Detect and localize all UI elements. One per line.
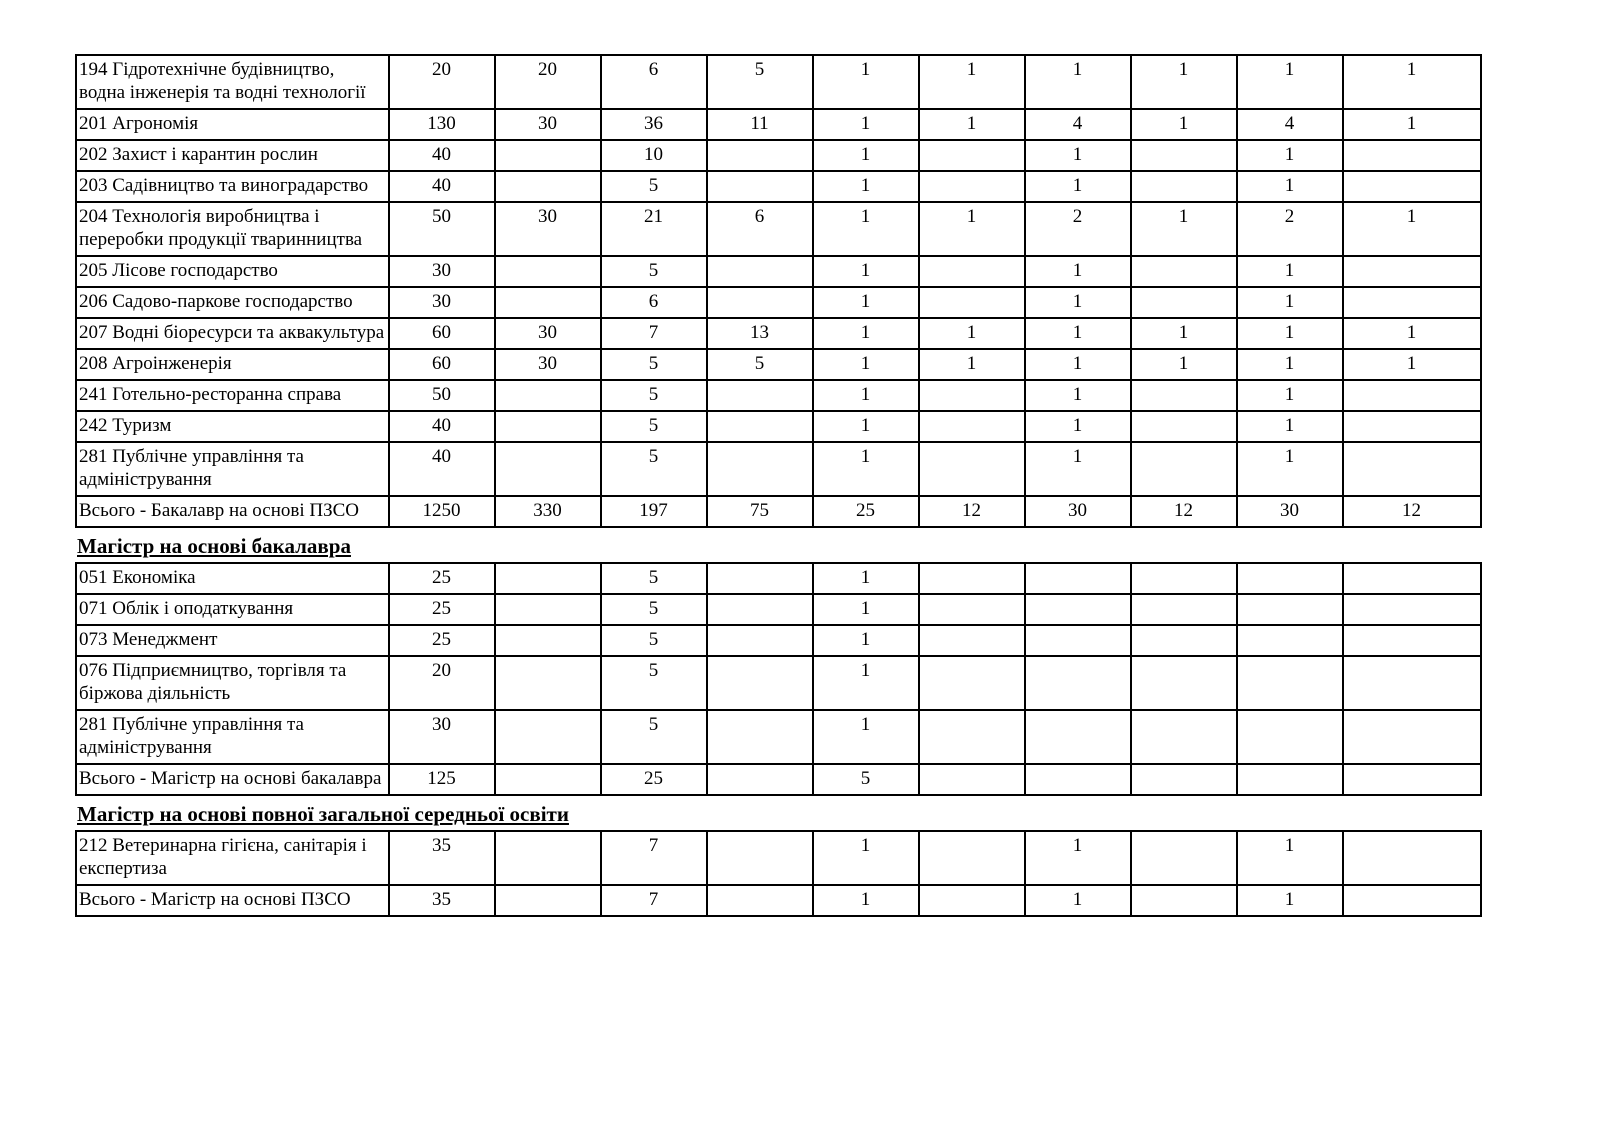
value-cell: 40	[389, 171, 495, 202]
value-cell	[707, 380, 813, 411]
value-cell	[707, 831, 813, 885]
table-row	[76, 411, 1481, 442]
value-cell: 1	[813, 885, 919, 916]
table-row	[76, 885, 1481, 916]
table-row	[76, 318, 1481, 349]
value-cell: 1	[813, 140, 919, 171]
value-cell: 30	[1025, 496, 1131, 527]
value-cell	[1343, 171, 1481, 202]
value-cell: 1	[919, 109, 1025, 140]
value-cell	[1343, 411, 1481, 442]
table-row	[76, 380, 1481, 411]
value-cell	[707, 140, 813, 171]
specialty-name-cell: 242 Туризм	[76, 411, 389, 442]
value-cell: 1	[1237, 380, 1343, 411]
value-cell: 1	[1237, 140, 1343, 171]
specialty-name-cell: 205 Лісове господарство	[76, 256, 389, 287]
value-cell	[1237, 594, 1343, 625]
specialty-name-cell: 071 Облік і оподаткування	[76, 594, 389, 625]
value-cell: 30	[389, 287, 495, 318]
value-cell	[1343, 442, 1481, 496]
table-row	[76, 563, 1481, 594]
value-cell	[707, 171, 813, 202]
value-cell	[1131, 764, 1237, 795]
table-row	[76, 442, 1481, 496]
specialty-name-cell: 203 Садівництво та виноградарство	[76, 171, 389, 202]
value-cell: 1	[1237, 55, 1343, 109]
value-cell	[495, 442, 601, 496]
value-cell: 13	[707, 318, 813, 349]
value-cell: 12	[1131, 496, 1237, 527]
value-cell	[1237, 710, 1343, 764]
value-cell	[495, 411, 601, 442]
value-cell: 4	[1025, 109, 1131, 140]
value-cell: 1	[813, 318, 919, 349]
value-cell: 6	[601, 287, 707, 318]
value-cell: 75	[707, 496, 813, 527]
specialty-name-cell: 281 Публічне управління та адміністрування	[76, 442, 389, 496]
value-cell: 25	[389, 625, 495, 656]
value-cell: 5	[707, 349, 813, 380]
value-cell: 1	[813, 625, 919, 656]
value-cell: 40	[389, 442, 495, 496]
value-cell	[495, 380, 601, 411]
value-cell: 35	[389, 831, 495, 885]
value-cell: 60	[389, 318, 495, 349]
value-cell	[1343, 764, 1481, 795]
document-page	[75, 54, 1480, 917]
value-cell	[1025, 563, 1131, 594]
value-cell	[495, 656, 601, 710]
value-cell: 1	[1025, 171, 1131, 202]
value-cell	[919, 656, 1025, 710]
value-cell	[495, 140, 601, 171]
value-cell	[1343, 831, 1481, 885]
value-cell: 1	[1131, 349, 1237, 380]
value-cell: 50	[389, 380, 495, 411]
value-cell	[919, 764, 1025, 795]
value-cell	[495, 563, 601, 594]
value-cell: 40	[389, 411, 495, 442]
value-cell: 1	[1025, 411, 1131, 442]
enrollment-table	[75, 54, 1482, 528]
value-cell: 5	[601, 563, 707, 594]
value-cell: 5	[601, 656, 707, 710]
table-row	[76, 109, 1481, 140]
value-cell: 1	[1343, 202, 1481, 256]
value-cell	[1025, 656, 1131, 710]
value-cell: 35	[389, 885, 495, 916]
value-cell: 12	[919, 496, 1025, 527]
value-cell	[1025, 594, 1131, 625]
value-cell: 1	[1237, 318, 1343, 349]
value-cell	[1131, 442, 1237, 496]
value-cell: 1	[813, 411, 919, 442]
value-cell: 4	[1237, 109, 1343, 140]
value-cell: 11	[707, 109, 813, 140]
value-cell: 1	[1025, 349, 1131, 380]
value-cell: 5	[707, 55, 813, 109]
value-cell: 5	[601, 256, 707, 287]
value-cell	[1343, 885, 1481, 916]
value-cell: 7	[601, 831, 707, 885]
value-cell	[1131, 140, 1237, 171]
value-cell	[919, 831, 1025, 885]
value-cell: 197	[601, 496, 707, 527]
value-cell	[1237, 656, 1343, 710]
value-cell: 5	[601, 411, 707, 442]
value-cell: 25	[813, 496, 919, 527]
value-cell	[1343, 594, 1481, 625]
value-cell	[919, 710, 1025, 764]
value-cell	[919, 411, 1025, 442]
value-cell: 5	[601, 594, 707, 625]
specialty-name-cell: 212 Ветеринарна гігієна, санітарія і експертиза	[76, 831, 389, 885]
value-cell: 1	[813, 349, 919, 380]
value-cell	[1131, 563, 1237, 594]
value-cell: 1	[813, 594, 919, 625]
value-cell	[1343, 656, 1481, 710]
section-heading: Магістр на основі повної загальної середньої освіти	[77, 802, 569, 826]
specialty-name-cell: Всього - Магістр на основі ПЗСО	[76, 885, 389, 916]
value-cell	[707, 710, 813, 764]
value-cell	[1343, 625, 1481, 656]
value-cell: 1	[813, 656, 919, 710]
value-cell: 1	[1237, 411, 1343, 442]
value-cell	[1131, 287, 1237, 318]
value-cell	[707, 656, 813, 710]
value-cell	[1343, 140, 1481, 171]
value-cell: 1	[1025, 55, 1131, 109]
value-cell: 5	[813, 764, 919, 795]
value-cell	[1237, 764, 1343, 795]
value-cell	[707, 764, 813, 795]
value-cell	[919, 442, 1025, 496]
value-cell: 5	[601, 380, 707, 411]
value-cell: 21	[601, 202, 707, 256]
value-cell	[919, 256, 1025, 287]
value-cell: 20	[389, 55, 495, 109]
value-cell: 130	[389, 109, 495, 140]
value-cell	[1237, 563, 1343, 594]
value-cell: 1	[1237, 831, 1343, 885]
value-cell: 1	[1025, 287, 1131, 318]
value-cell	[1343, 380, 1481, 411]
value-cell: 1	[813, 287, 919, 318]
table-row	[76, 831, 1481, 885]
enrollment-table	[75, 830, 1482, 917]
section-heading: Магістр на основі бакалавра	[77, 534, 351, 558]
value-cell	[1025, 710, 1131, 764]
value-cell: 7	[601, 318, 707, 349]
value-cell	[919, 563, 1025, 594]
value-cell: 1	[919, 55, 1025, 109]
table-row	[76, 594, 1481, 625]
value-cell: 6	[707, 202, 813, 256]
value-cell: 1	[1343, 55, 1481, 109]
value-cell	[495, 710, 601, 764]
value-cell	[919, 140, 1025, 171]
value-cell: 1	[813, 831, 919, 885]
value-cell: 1	[1025, 442, 1131, 496]
value-cell	[707, 885, 813, 916]
value-cell: 30	[1237, 496, 1343, 527]
value-cell: 1	[1025, 318, 1131, 349]
value-cell	[1131, 710, 1237, 764]
value-cell: 1	[813, 442, 919, 496]
value-cell: 30	[495, 109, 601, 140]
value-cell	[495, 171, 601, 202]
value-cell: 30	[495, 318, 601, 349]
value-cell	[1343, 563, 1481, 594]
value-cell	[1131, 625, 1237, 656]
specialty-name-cell: Всього - Бакалавр на основі ПЗСО	[76, 496, 389, 527]
value-cell	[707, 625, 813, 656]
value-cell	[707, 256, 813, 287]
value-cell: 1	[813, 55, 919, 109]
table-row	[76, 710, 1481, 764]
specialty-name-cell: 204 Технологія виробництва і переробки продукції тваринництва	[76, 202, 389, 256]
value-cell: 5	[601, 442, 707, 496]
value-cell	[1131, 656, 1237, 710]
value-cell: 1	[1343, 109, 1481, 140]
value-cell	[919, 625, 1025, 656]
value-cell: 40	[389, 140, 495, 171]
value-cell	[1131, 256, 1237, 287]
value-cell: 1250	[389, 496, 495, 527]
table-row	[76, 256, 1481, 287]
value-cell: 1	[1237, 442, 1343, 496]
value-cell: 1	[1131, 109, 1237, 140]
value-cell	[919, 380, 1025, 411]
specialty-name-cell: 207 Водні біоресурси та аквакультура	[76, 318, 389, 349]
value-cell	[495, 625, 601, 656]
value-cell: 1	[1343, 318, 1481, 349]
value-cell	[495, 885, 601, 916]
table-row	[76, 140, 1481, 171]
value-cell	[1131, 831, 1237, 885]
value-cell: 1	[1025, 140, 1131, 171]
specialty-name-cell: 241 Готельно-ресторанна справа	[76, 380, 389, 411]
value-cell: 5	[601, 710, 707, 764]
value-cell: 1	[1025, 885, 1131, 916]
value-cell: 1	[1025, 380, 1131, 411]
value-cell: 50	[389, 202, 495, 256]
value-cell: 1	[1237, 256, 1343, 287]
value-cell: 1	[1237, 349, 1343, 380]
value-cell: 1	[919, 202, 1025, 256]
value-cell: 12	[1343, 496, 1481, 527]
value-cell	[1025, 625, 1131, 656]
value-cell: 20	[495, 55, 601, 109]
value-cell: 30	[495, 202, 601, 256]
value-cell	[495, 256, 601, 287]
specialty-name-cell: 202 Захист і карантин рослин	[76, 140, 389, 171]
table-row	[76, 625, 1481, 656]
value-cell: 1	[1131, 55, 1237, 109]
value-cell: 2	[1237, 202, 1343, 256]
value-cell	[919, 287, 1025, 318]
value-cell: 36	[601, 109, 707, 140]
value-cell	[1343, 710, 1481, 764]
table-row	[76, 764, 1481, 795]
value-cell: 1	[919, 349, 1025, 380]
value-cell: 60	[389, 349, 495, 380]
specialty-name-cell: 194 Гідротехнічне будівництво, водна інженерія та водні технології	[76, 55, 389, 109]
value-cell	[1131, 411, 1237, 442]
value-cell: 30	[389, 256, 495, 287]
value-cell	[707, 287, 813, 318]
specialty-name-cell: 208 Агроінженерія	[76, 349, 389, 380]
value-cell	[495, 831, 601, 885]
value-cell	[1131, 380, 1237, 411]
value-cell	[495, 594, 601, 625]
table-row	[76, 349, 1481, 380]
value-cell: 1	[813, 710, 919, 764]
value-cell: 1	[813, 202, 919, 256]
value-cell: 1	[813, 380, 919, 411]
value-cell: 1	[1343, 349, 1481, 380]
value-cell	[1237, 625, 1343, 656]
table-row	[76, 55, 1481, 109]
specialty-name-cell: 281 Публічне управління та адміністрування	[76, 710, 389, 764]
value-cell: 25	[389, 594, 495, 625]
value-cell	[1131, 171, 1237, 202]
specialty-name-cell: 076 Підприємництво, торгівля та біржова діяльність	[76, 656, 389, 710]
value-cell	[919, 594, 1025, 625]
value-cell	[919, 171, 1025, 202]
table-row	[76, 171, 1481, 202]
value-cell	[1343, 287, 1481, 318]
value-cell: 2	[1025, 202, 1131, 256]
value-cell: 6	[601, 55, 707, 109]
value-cell: 25	[389, 563, 495, 594]
value-cell: 10	[601, 140, 707, 171]
value-cell	[1025, 764, 1131, 795]
value-cell: 1	[919, 318, 1025, 349]
specialty-name-cell: Всього - Магістр на основі бакалавра	[76, 764, 389, 795]
value-cell: 1	[1237, 287, 1343, 318]
value-cell: 5	[601, 625, 707, 656]
value-cell: 1	[813, 563, 919, 594]
value-cell: 1	[1237, 171, 1343, 202]
value-cell	[1131, 885, 1237, 916]
value-cell: 1	[813, 256, 919, 287]
value-cell: 20	[389, 656, 495, 710]
specialty-name-cell: 201 Агрономія	[76, 109, 389, 140]
value-cell	[707, 594, 813, 625]
specialty-name-cell: 051 Економіка	[76, 563, 389, 594]
specialty-name-cell: 073 Менеджмент	[76, 625, 389, 656]
value-cell: 30	[495, 349, 601, 380]
value-cell	[707, 563, 813, 594]
value-cell: 1	[1131, 202, 1237, 256]
value-cell	[1131, 594, 1237, 625]
value-cell	[707, 442, 813, 496]
value-cell	[495, 287, 601, 318]
value-cell: 1	[1025, 831, 1131, 885]
value-cell: 1	[1131, 318, 1237, 349]
enrollment-table	[75, 562, 1482, 796]
value-cell	[707, 411, 813, 442]
value-cell: 1	[1025, 256, 1131, 287]
value-cell: 125	[389, 764, 495, 795]
value-cell: 1	[813, 171, 919, 202]
table-row	[76, 287, 1481, 318]
value-cell	[919, 885, 1025, 916]
table-row	[76, 496, 1481, 527]
value-cell: 330	[495, 496, 601, 527]
value-cell: 30	[389, 710, 495, 764]
value-cell	[495, 764, 601, 795]
value-cell: 25	[601, 764, 707, 795]
value-cell: 1	[813, 109, 919, 140]
value-cell: 5	[601, 171, 707, 202]
value-cell: 1	[1237, 885, 1343, 916]
table-row	[76, 656, 1481, 710]
value-cell	[1343, 256, 1481, 287]
value-cell: 5	[601, 349, 707, 380]
table-row	[76, 202, 1481, 256]
specialty-name-cell: 206 Садово-паркове господарство	[76, 287, 389, 318]
value-cell: 7	[601, 885, 707, 916]
